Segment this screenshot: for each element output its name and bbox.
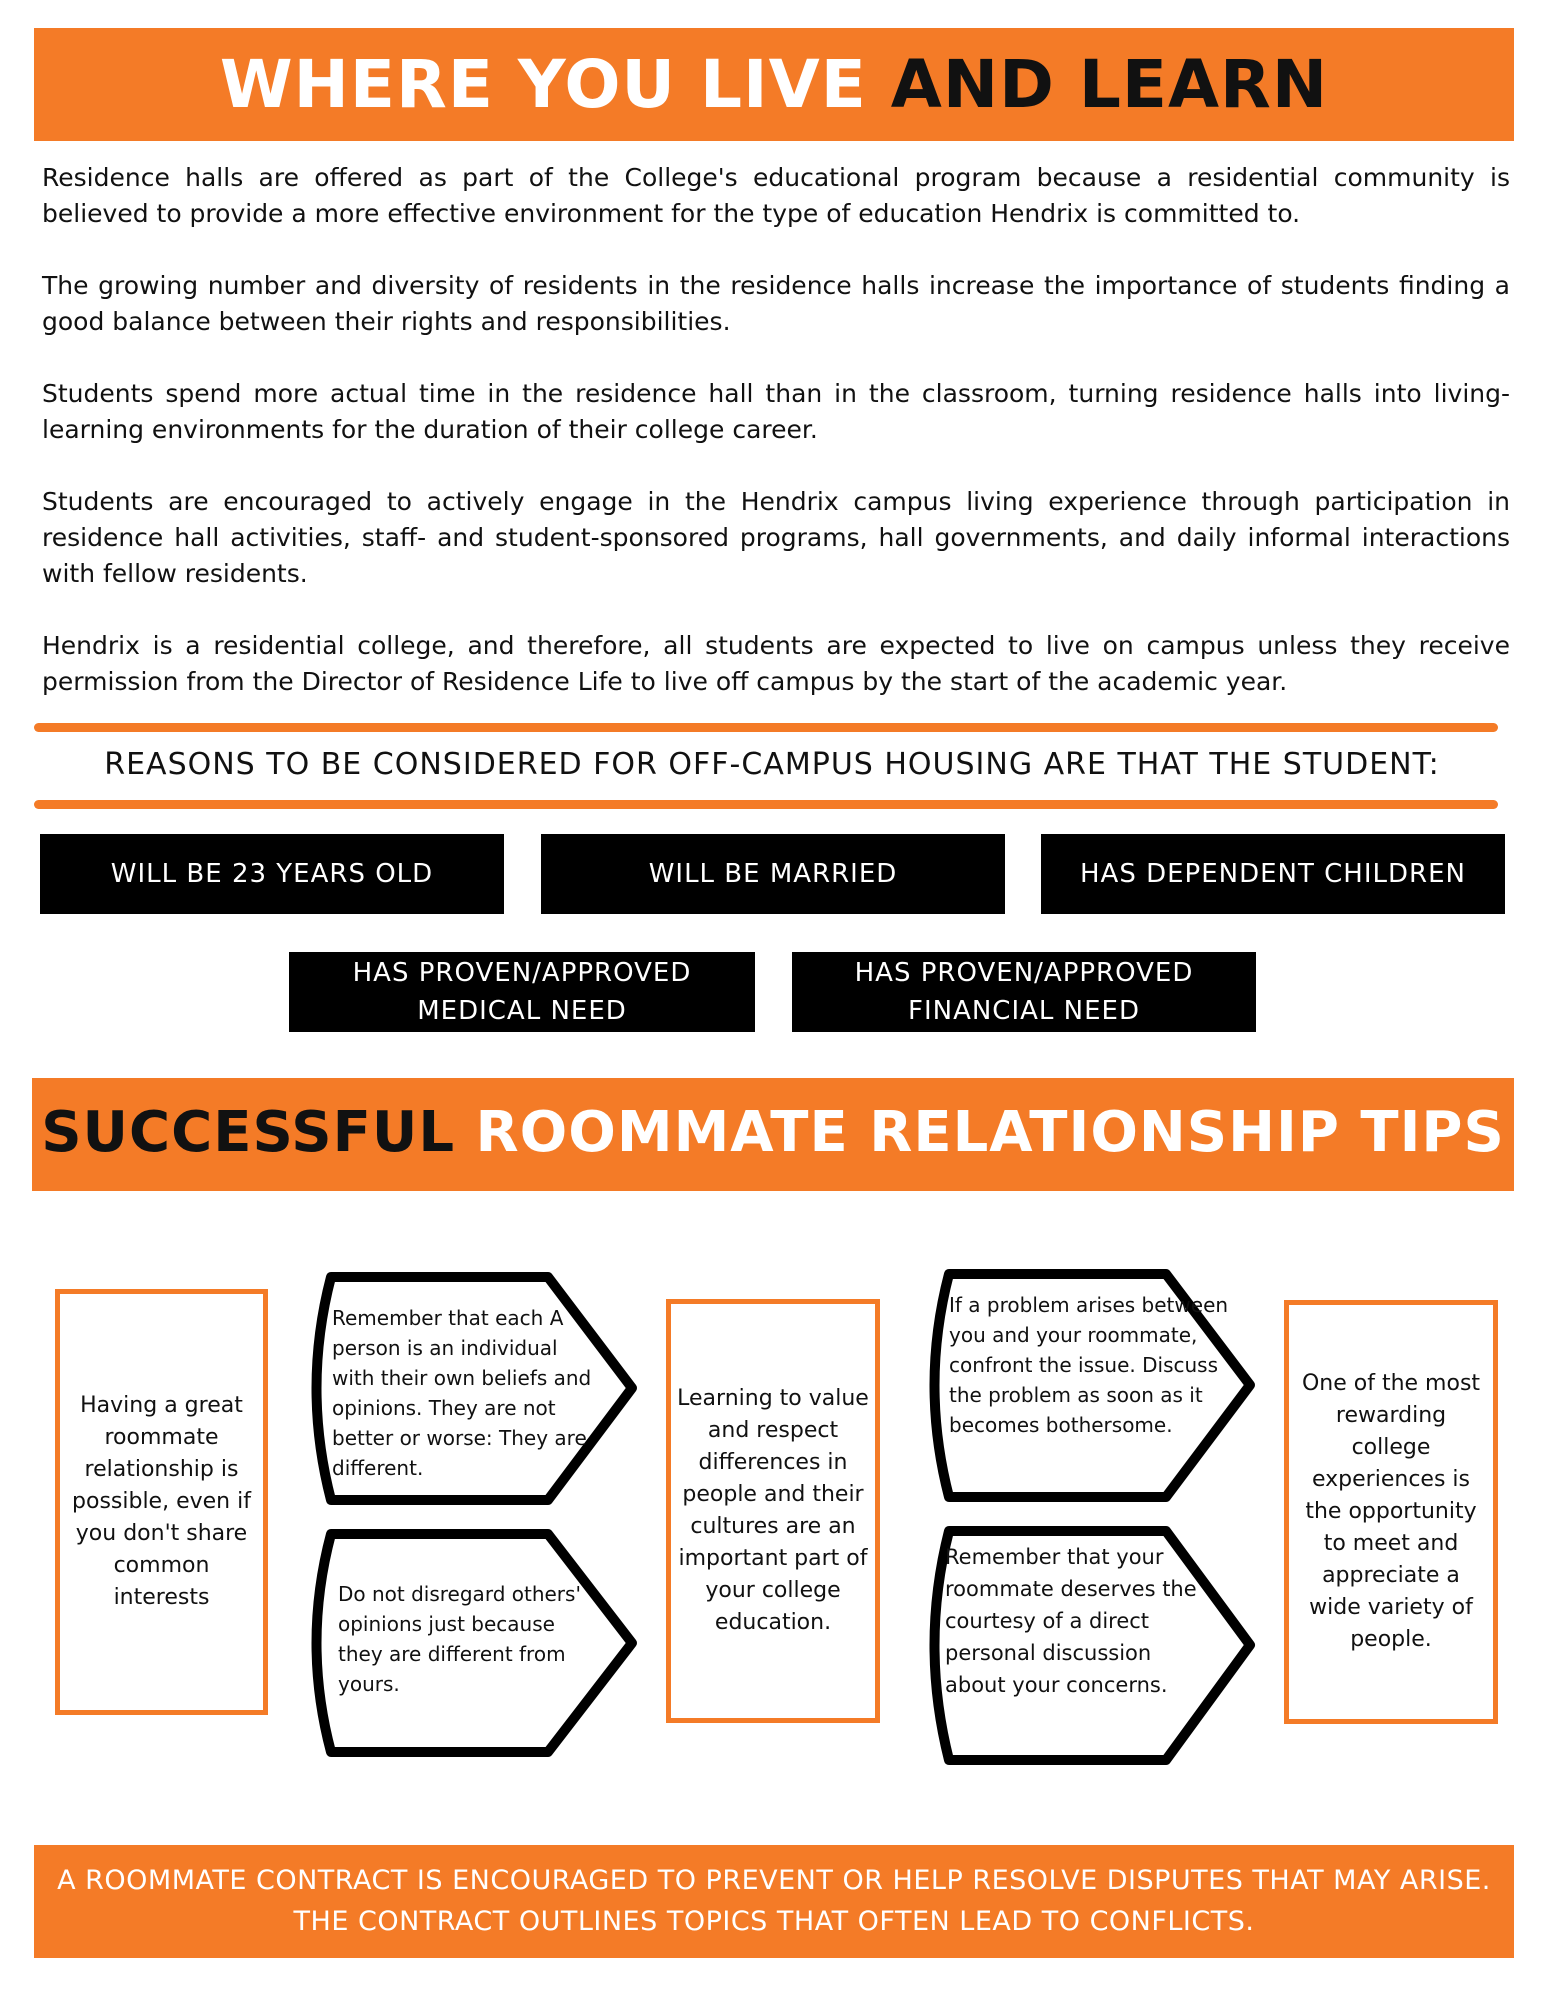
tip-text: One of the most rewarding college experiences is the opportunity to meet and appreciate a wide variety of people. xyxy=(1301,1371,1481,1652)
tips-title-part-white: ROOMMATE RELATIONSHIP TIPS xyxy=(475,1100,1505,1165)
reasons-heading: REASONS TO BE CONSIDERED FOR OFF-CAMPUS HOUSING ARE THAT THE STUDENT: xyxy=(104,747,1440,782)
reason-age: WILL BE 23 YEARS OLD xyxy=(40,834,504,914)
intro-paragraph: Students are encouraged to actively engage in the Hendrix campus living experience through participation in residence hall activities, staff- and student-sponsored programs, hall governments, and daily informal interactions with fellow residents. xyxy=(42,487,1510,588)
reason-financial: HAS PROVEN/APPROVED FINANCIAL NEED xyxy=(792,952,1256,1032)
tip-text: Do not disregard others' opinions just because they are different from yours. xyxy=(338,1582,581,1696)
tips-banner xyxy=(32,1078,1514,1191)
tip-arrow xyxy=(913,1524,1263,1767)
tip-box xyxy=(666,1299,880,1723)
page-title xyxy=(34,46,1514,123)
tip-box xyxy=(1284,1300,1498,1724)
footer-line: THE CONTRACT OUTLINES TOPICS THAT OFTEN LEAD TO CONFLICTS. xyxy=(293,1906,1255,1937)
tip-arrow xyxy=(295,1270,645,1507)
header-banner xyxy=(34,28,1514,141)
intro-paragraph: Hendrix is a residential college, and therefore, all students are expected to live on campus unless they receive permission from the Director of Residence Life to live off campus by the start of the academic year. xyxy=(42,631,1510,696)
tips-title-part-black: SUCCESSFUL xyxy=(41,1100,476,1165)
tip-box xyxy=(55,1289,268,1715)
tip-text: Remember that each A person is an individual with their own beliefs and opinions. They are not better or worse: They are different. xyxy=(332,1306,592,1480)
tip-arrow xyxy=(913,1267,1263,1504)
tip-text: If a problem arises between you and your roommate, confront the issue. Discuss the problem as soon as it becomes bothersome. xyxy=(949,1293,1229,1437)
tip-text: Learning to value and respect differences in people and their cultures are an important part of your college education. xyxy=(677,1386,869,1635)
intro-paragraph: Students spend more actual time in the residence hall than in the classroom, turning residence halls into living-learning environments for the duration of their college career. xyxy=(42,379,1510,444)
tip-text: Remember that your roommate deserves the courtesy of a direct personal discussion about your concerns. xyxy=(945,1545,1197,1697)
page-title-part-black: AND LEARN xyxy=(890,46,1329,123)
divider-top xyxy=(34,723,1498,732)
reason-medical: HAS PROVEN/APPROVED MEDICAL NEED xyxy=(289,952,755,1032)
tip-text: Having a great roommate relationship is possible, even if you don't share common interests xyxy=(72,1393,251,1610)
intro-paragraph: Residence halls are offered as part of the College's educational program because a residential community is believed to provide a more effective environment for the type of education Hendrix is committed to. xyxy=(42,163,1510,228)
tip-arrow xyxy=(295,1527,645,1759)
page-title-part-white: WHERE YOU LIVE xyxy=(219,46,891,123)
tips-title xyxy=(32,1100,1514,1165)
footer-banner xyxy=(34,1845,1514,1958)
footer-text xyxy=(34,1860,1514,1942)
footer-line: A ROOMMATE CONTRACT IS ENCOURAGED TO PREVENT OR HELP RESOLVE DISPUTES THAT MAY ARISE. xyxy=(57,1865,1491,1896)
divider-bottom xyxy=(34,800,1498,809)
reason-married: WILL BE MARRIED xyxy=(541,834,1005,914)
intro-paragraph: The growing number and diversity of residents in the residence halls increase the importance of students finding a good balance between their rights and responsibilities. xyxy=(42,271,1510,336)
intro-text xyxy=(42,160,1510,736)
reason-children: HAS DEPENDENT CHILDREN xyxy=(1041,834,1505,914)
